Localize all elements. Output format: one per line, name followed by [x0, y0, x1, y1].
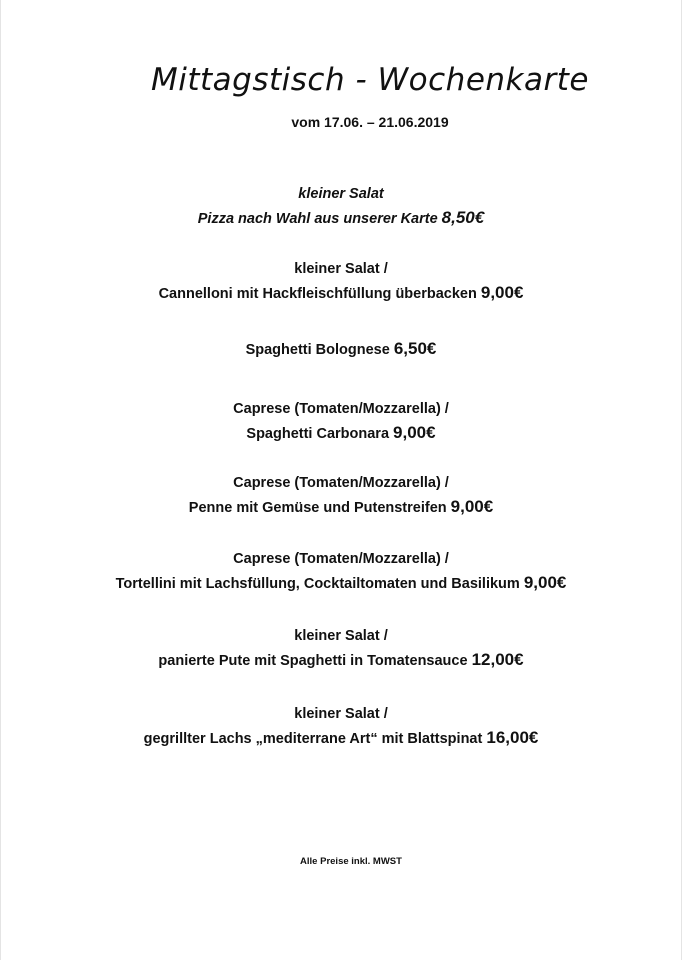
page-title: Mittagstisch - Wochenkarte: [151, 62, 589, 98]
menu-item-1-dish: Pizza nach Wahl aus unserer Karte: [197, 211, 438, 227]
menu-item-7: [1, 625, 681, 673]
menu-item-6: [1, 548, 681, 596]
menu-item-5-price: 9,00€: [450, 497, 494, 516]
menu-item-1-price: 8,50€: [441, 208, 485, 227]
menu-item-7-dish: panierte Pute mit Spaghetti in Tomatensauce: [158, 653, 468, 669]
menu-item-6-price: 9,00€: [523, 573, 567, 592]
menu-item-8-starter: kleiner Salat /: [294, 706, 388, 722]
menu-item-1: [1, 183, 681, 231]
menu-item-4-starter: Caprese (Tomaten/Mozzarella) /: [233, 401, 449, 417]
menu-item-8-dish: gegrillter Lachs „mediterrane Art“ mit Blattspinat: [143, 731, 483, 747]
menu-item-5: [1, 472, 681, 520]
menu-item-7-price: 12,00€: [471, 650, 524, 669]
menu-item-4: [1, 398, 681, 446]
menu-item-2-price: 9,00€: [480, 283, 524, 302]
date-range: vom 17.06. – 21.06.2019: [291, 114, 449, 130]
menu-item-3: [1, 337, 681, 362]
menu-item-1-starter: kleiner Salat: [298, 186, 384, 202]
menu-item-8: [1, 703, 681, 751]
menu-item-2-dish: Cannelloni mit Hackfleischfüllung überbacken: [158, 286, 477, 302]
menu-item-8-price: 16,00€: [486, 728, 539, 747]
menu-item-3-dish: Spaghetti Bolognese: [245, 342, 390, 358]
menu-item-6-dish: Tortellini mit Lachsfüllung, Cocktailtomaten und Basilikum: [115, 576, 520, 592]
menu-item-7-starter: kleiner Salat /: [294, 628, 388, 644]
menu-item-4-dish: Spaghetti Carbonara: [246, 426, 390, 442]
menu-item-4-price: 9,00€: [393, 423, 436, 442]
price-note: Alle Preise inkl. MWST: [300, 856, 402, 867]
menu-item-6-starter: Caprese (Tomaten/Mozzarella) /: [233, 551, 449, 567]
menu-item-2: [1, 258, 681, 306]
menu-item-2-starter: kleiner Salat /: [294, 261, 388, 277]
menu-item-5-dish: Penne mit Gemüse und Putenstreifen: [188, 500, 447, 516]
menu-item-5-starter: Caprese (Tomaten/Mozzarella) /: [233, 475, 449, 491]
menu-item-3-price: 6,50€: [393, 339, 437, 358]
